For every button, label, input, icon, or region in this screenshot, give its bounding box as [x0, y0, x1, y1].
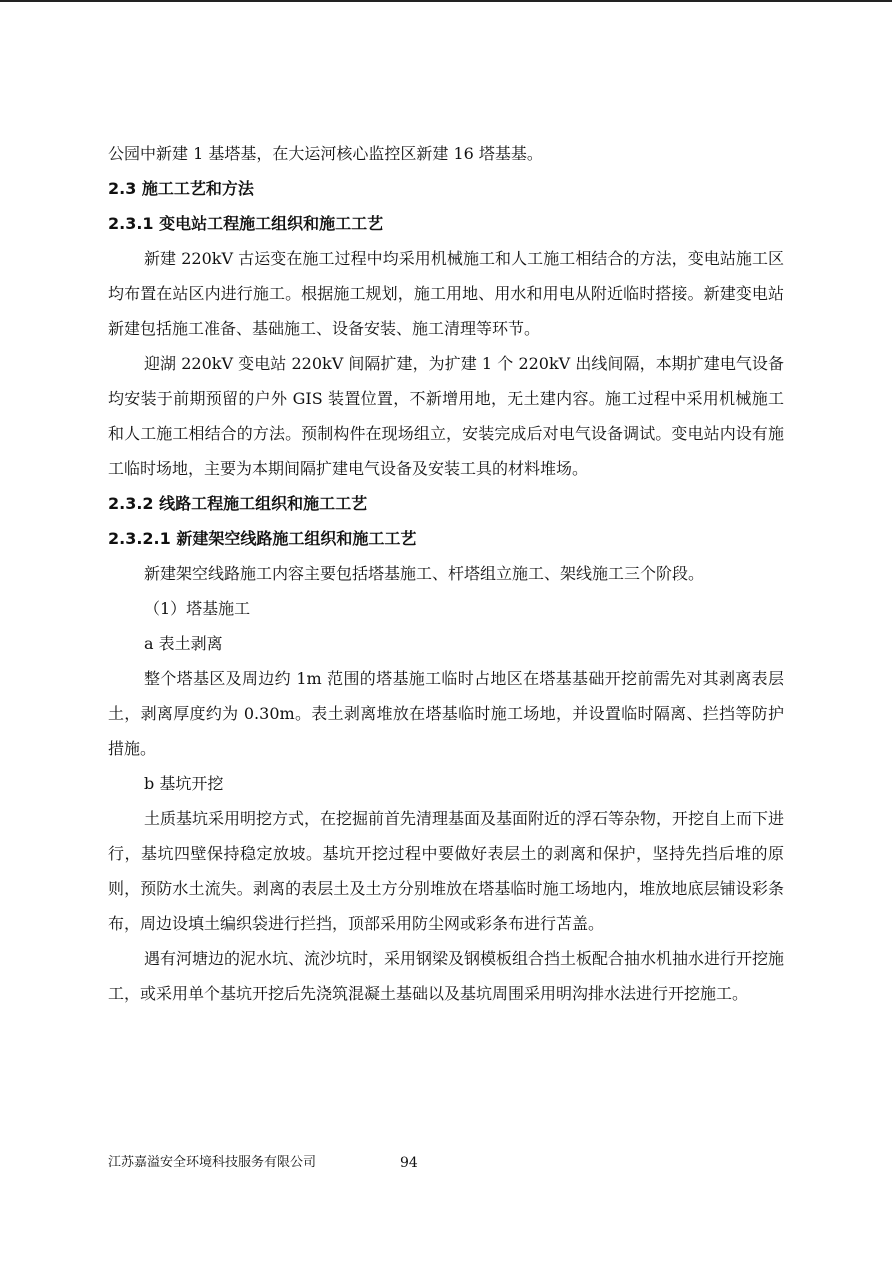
subitem-pit-excavation: b 基坑开挖: [144, 774, 224, 793]
paragraph-pit-excavation: 土质基坑采用明挖方式，在挖掘前首先清理基面及基面附近的浮石等杂物，开挖自上而下进行，基坑四壁保持稳定放坡。基坑开挖过程中要做好表层土的剥离和保护，坚持先挡后堆的原则，预防水土流失。剥离的表层土及土方分别堆放在塔基临时施工场地内，堆放地底层铺设彩条布，周边设填土编织袋进行拦挡，顶部采用防尘网或彩条布进行苫盖。: [108, 809, 785, 933]
paragraph-mud-pit: 遇有河塘边的泥水坑、流沙坑时，采用钢梁及钢模板组合挡土板配合抽水机抽水进行开挖施工，或采用单个基坑开挖后先浇筑混凝土基础以及基坑周围采用明沟排水法进行开挖施工。: [108, 949, 785, 1003]
heading-2-3-2: 2.3.2 线路工程施工组织和施工工艺: [108, 494, 368, 513]
page-number: 94: [400, 1155, 418, 1171]
heading-2-3-2-1: 2.3.2.1 新建架空线路施工组织和施工工艺: [108, 529, 417, 548]
document-body: [108, 136, 784, 1011]
paragraph-yinghu-substation: 迎湖 220kV 变电站 220kV 间隔扩建，为扩建 1 个 220kV 出线间隔，本期扩建电气设备均安装于前期预留的户外 GIS 装置位置，不新增用地，无土建内容。施工过程中采用机械施工和人工施工相结合的方法。预制构件在现场组立，安装完成后对电气设备调试。变电站内设有施工临时场地，主要为本期间隔扩建电气设备及安装工具的材料堆场。: [108, 354, 784, 478]
heading-2-3: 2.3 施工工艺和方法: [108, 179, 254, 198]
paragraph-continuation: 公园中新建 1 基塔基，在大运河核心监控区新建 16 塔基基。: [108, 144, 543, 163]
footer-company-name: 江苏嘉溢安全环境科技服务有限公司: [108, 1155, 317, 1170]
paragraph-guyun-substation: 新建 220kV 古运变在施工过程中均采用机械施工和人工施工相结合的方法，变电站施工区均布置在站区内进行施工。根据施工规划，施工用地、用水和用电从附近临时搭接。新建变电站新建包括施工准备、基础施工、设备安装、施工清理等环节。: [108, 249, 784, 338]
top-border-line: [0, 0, 892, 2]
heading-2-3-1: 2.3.1 变电站工程施工组织和施工工艺: [108, 214, 384, 233]
item-tower-foundation: （1）塔基施工: [144, 599, 251, 618]
paragraph-overhead-line-intro: 新建架空线路施工内容主要包括塔基施工、杆塔组立施工、架线施工三个阶段。: [144, 564, 705, 583]
paragraph-topsoil-stripping: 整个塔基区及周边约 1m 范围的塔基施工临时占地区在塔基基础开挖前需先对其剥离表层土，剥离厚度约为 0.30m。表土剥离堆放在塔基临时施工场地，并设置临时隔离、拦挡等防护措施。: [108, 669, 784, 758]
subitem-topsoil-stripping: a 表土剥离: [144, 634, 223, 653]
